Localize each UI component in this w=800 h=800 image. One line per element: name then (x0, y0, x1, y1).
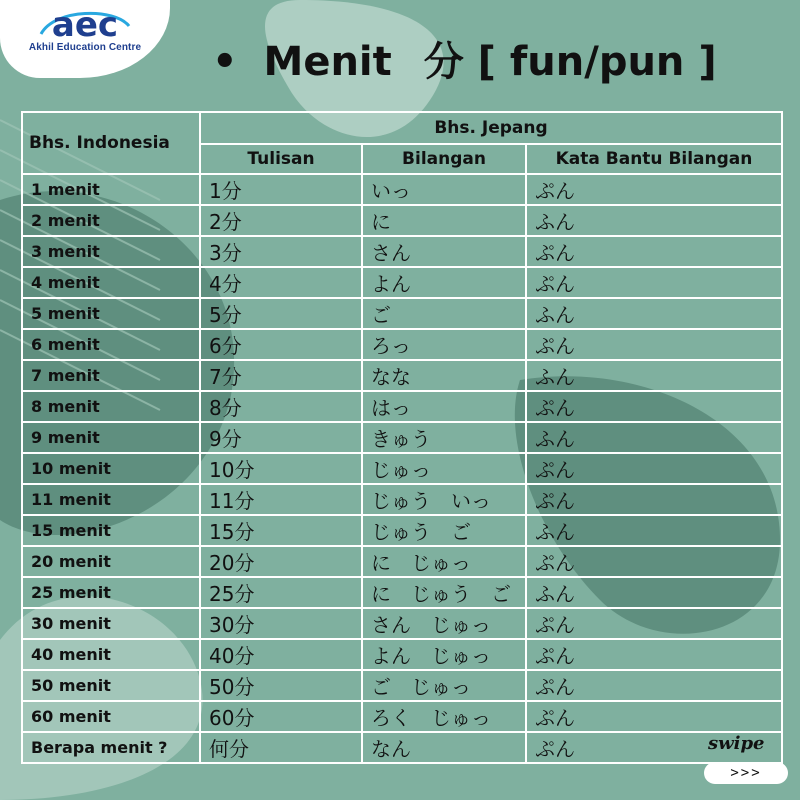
swipe-label: swipe (708, 733, 765, 754)
table-row (22, 453, 782, 484)
cell-kata-bantu: ふん (526, 515, 782, 546)
cell-kata-bantu: ぷん (526, 174, 782, 205)
table-row (22, 422, 782, 453)
cell-tulisan: 11分 (200, 484, 362, 515)
cell-tulisan: 6分 (200, 329, 362, 360)
cell-bilangan: なん (362, 732, 526, 763)
cell-kata-bantu: ぷん (526, 670, 782, 701)
cell-kata-bantu: ぷん (526, 391, 782, 422)
cell-indonesia: 6 menit (22, 329, 200, 360)
cell-indonesia: 5 menit (22, 298, 200, 329)
cell-tulisan: 40分 (200, 639, 362, 670)
cell-tulisan: 10分 (200, 453, 362, 484)
cell-tulisan: 4分 (200, 267, 362, 298)
cell-indonesia: 50 menit (22, 670, 200, 701)
table-row (22, 391, 782, 422)
title-bullet: • (212, 39, 238, 85)
cell-indonesia: 7 menit (22, 360, 200, 391)
brand-name: Akhil Education Centre (28, 42, 142, 53)
cell-indonesia: 2 menit (22, 205, 200, 236)
cell-kata-bantu: ぷん (526, 484, 782, 515)
cell-bilangan: さん (362, 236, 526, 267)
cell-tulisan: 8分 (200, 391, 362, 422)
table-row (22, 174, 782, 205)
cell-bilangan: じゅう いっ (362, 484, 526, 515)
cell-tulisan: 5分 (200, 298, 362, 329)
swipe-next-button[interactable]: >>> (704, 762, 788, 784)
cell-bilangan: ご (362, 298, 526, 329)
table-row (22, 546, 782, 577)
cell-kata-bantu: ふん (526, 577, 782, 608)
table-row (22, 732, 782, 763)
aec-logo-icon (35, 4, 135, 42)
cell-bilangan: ご じゅっ (362, 670, 526, 701)
cell-kata-bantu: ふん (526, 205, 782, 236)
cell-kata-bantu: ぷん (526, 236, 782, 267)
cell-bilangan: さん じゅっ (362, 608, 526, 639)
cell-tulisan: 60分 (200, 701, 362, 732)
subheader-bilangan: Bilangan (362, 144, 526, 174)
logo-letters: aec (51, 5, 119, 42)
cell-indonesia: 11 menit (22, 484, 200, 515)
subheader-tulisan: Tulisan (200, 144, 362, 174)
cell-kata-bantu: ぷん (526, 329, 782, 360)
cell-bilangan: ろく じゅっ (362, 701, 526, 732)
cell-bilangan: に (362, 205, 526, 236)
table-row (22, 267, 782, 298)
cell-indonesia: 60 menit (22, 701, 200, 732)
table-row (22, 484, 782, 515)
cell-tulisan: 3分 (200, 236, 362, 267)
table-row (22, 298, 782, 329)
table-row (22, 515, 782, 546)
cell-indonesia: 25 menit (22, 577, 200, 608)
cell-kata-bantu: ふん (526, 298, 782, 329)
table-row (22, 205, 782, 236)
cell-indonesia: 10 menit (22, 453, 200, 484)
cell-bilangan: はっ (362, 391, 526, 422)
cell-bilangan: よん (362, 267, 526, 298)
table-row (22, 639, 782, 670)
cell-tulisan: 50分 (200, 670, 362, 701)
cell-tulisan: 7分 (200, 360, 362, 391)
cell-tulisan: 15分 (200, 515, 362, 546)
cell-bilangan: なな (362, 360, 526, 391)
table-row (22, 701, 782, 732)
cell-bilangan: よん じゅっ (362, 639, 526, 670)
cell-bilangan: ろっ (362, 329, 526, 360)
cell-indonesia: 1 menit (22, 174, 200, 205)
cell-indonesia: 3 menit (22, 236, 200, 267)
title-word: Menit (263, 39, 392, 85)
cell-indonesia: 40 menit (22, 639, 200, 670)
title-kanji: 分 (423, 39, 464, 85)
cell-indonesia: 4 menit (22, 267, 200, 298)
cell-bilangan: きゅう (362, 422, 526, 453)
cell-tulisan: 2分 (200, 205, 362, 236)
cell-bilangan: じゅっ (362, 453, 526, 484)
title-reading: [ fun/pun ] (477, 39, 717, 85)
cell-tulisan: 9分 (200, 422, 362, 453)
cell-bilangan: いっ (362, 174, 526, 205)
table-row (22, 577, 782, 608)
cell-kata-bantu: ぷん (526, 608, 782, 639)
cell-tulisan: 何分 (200, 732, 362, 763)
cell-kata-bantu: ぷん (526, 267, 782, 298)
cell-indonesia: 9 menit (22, 422, 200, 453)
cell-indonesia: 8 menit (22, 391, 200, 422)
cell-indonesia: 30 menit (22, 608, 200, 639)
header-indonesia: Bhs. Indonesia (22, 112, 200, 174)
vocab-table (21, 111, 783, 764)
cell-bilangan: に じゅっ (362, 546, 526, 577)
cell-kata-bantu: ふん (526, 360, 782, 391)
cell-indonesia: Berapa menit ? (22, 732, 200, 763)
cell-bilangan: に じゅう ご (362, 577, 526, 608)
cell-tulisan: 30分 (200, 608, 362, 639)
cell-tulisan: 20分 (200, 546, 362, 577)
table-row (22, 236, 782, 267)
table-row (22, 608, 782, 639)
cell-kata-bantu: ふん (526, 422, 782, 453)
cell-indonesia: 20 menit (22, 546, 200, 577)
table-row (22, 670, 782, 701)
cell-tulisan: 1分 (200, 174, 362, 205)
cell-tulisan: 25分 (200, 577, 362, 608)
subheader-kata-bantu: Kata Bantu Bilangan (526, 144, 782, 174)
cell-kata-bantu: ぷん (526, 639, 782, 670)
cell-bilangan: じゅう ご (362, 515, 526, 546)
cell-kata-bantu: ぷん (526, 453, 782, 484)
page-title (212, 30, 717, 87)
table-row (22, 329, 782, 360)
cell-kata-bantu: ぷん (526, 701, 782, 732)
header-jepang: Bhs. Jepang (200, 112, 782, 144)
vocab-table-wrapper (21, 111, 783, 764)
cell-kata-bantu: ぷん (526, 546, 782, 577)
cell-kata-bantu: ぷん (526, 732, 782, 763)
table-row (22, 360, 782, 391)
cell-indonesia: 15 menit (22, 515, 200, 546)
